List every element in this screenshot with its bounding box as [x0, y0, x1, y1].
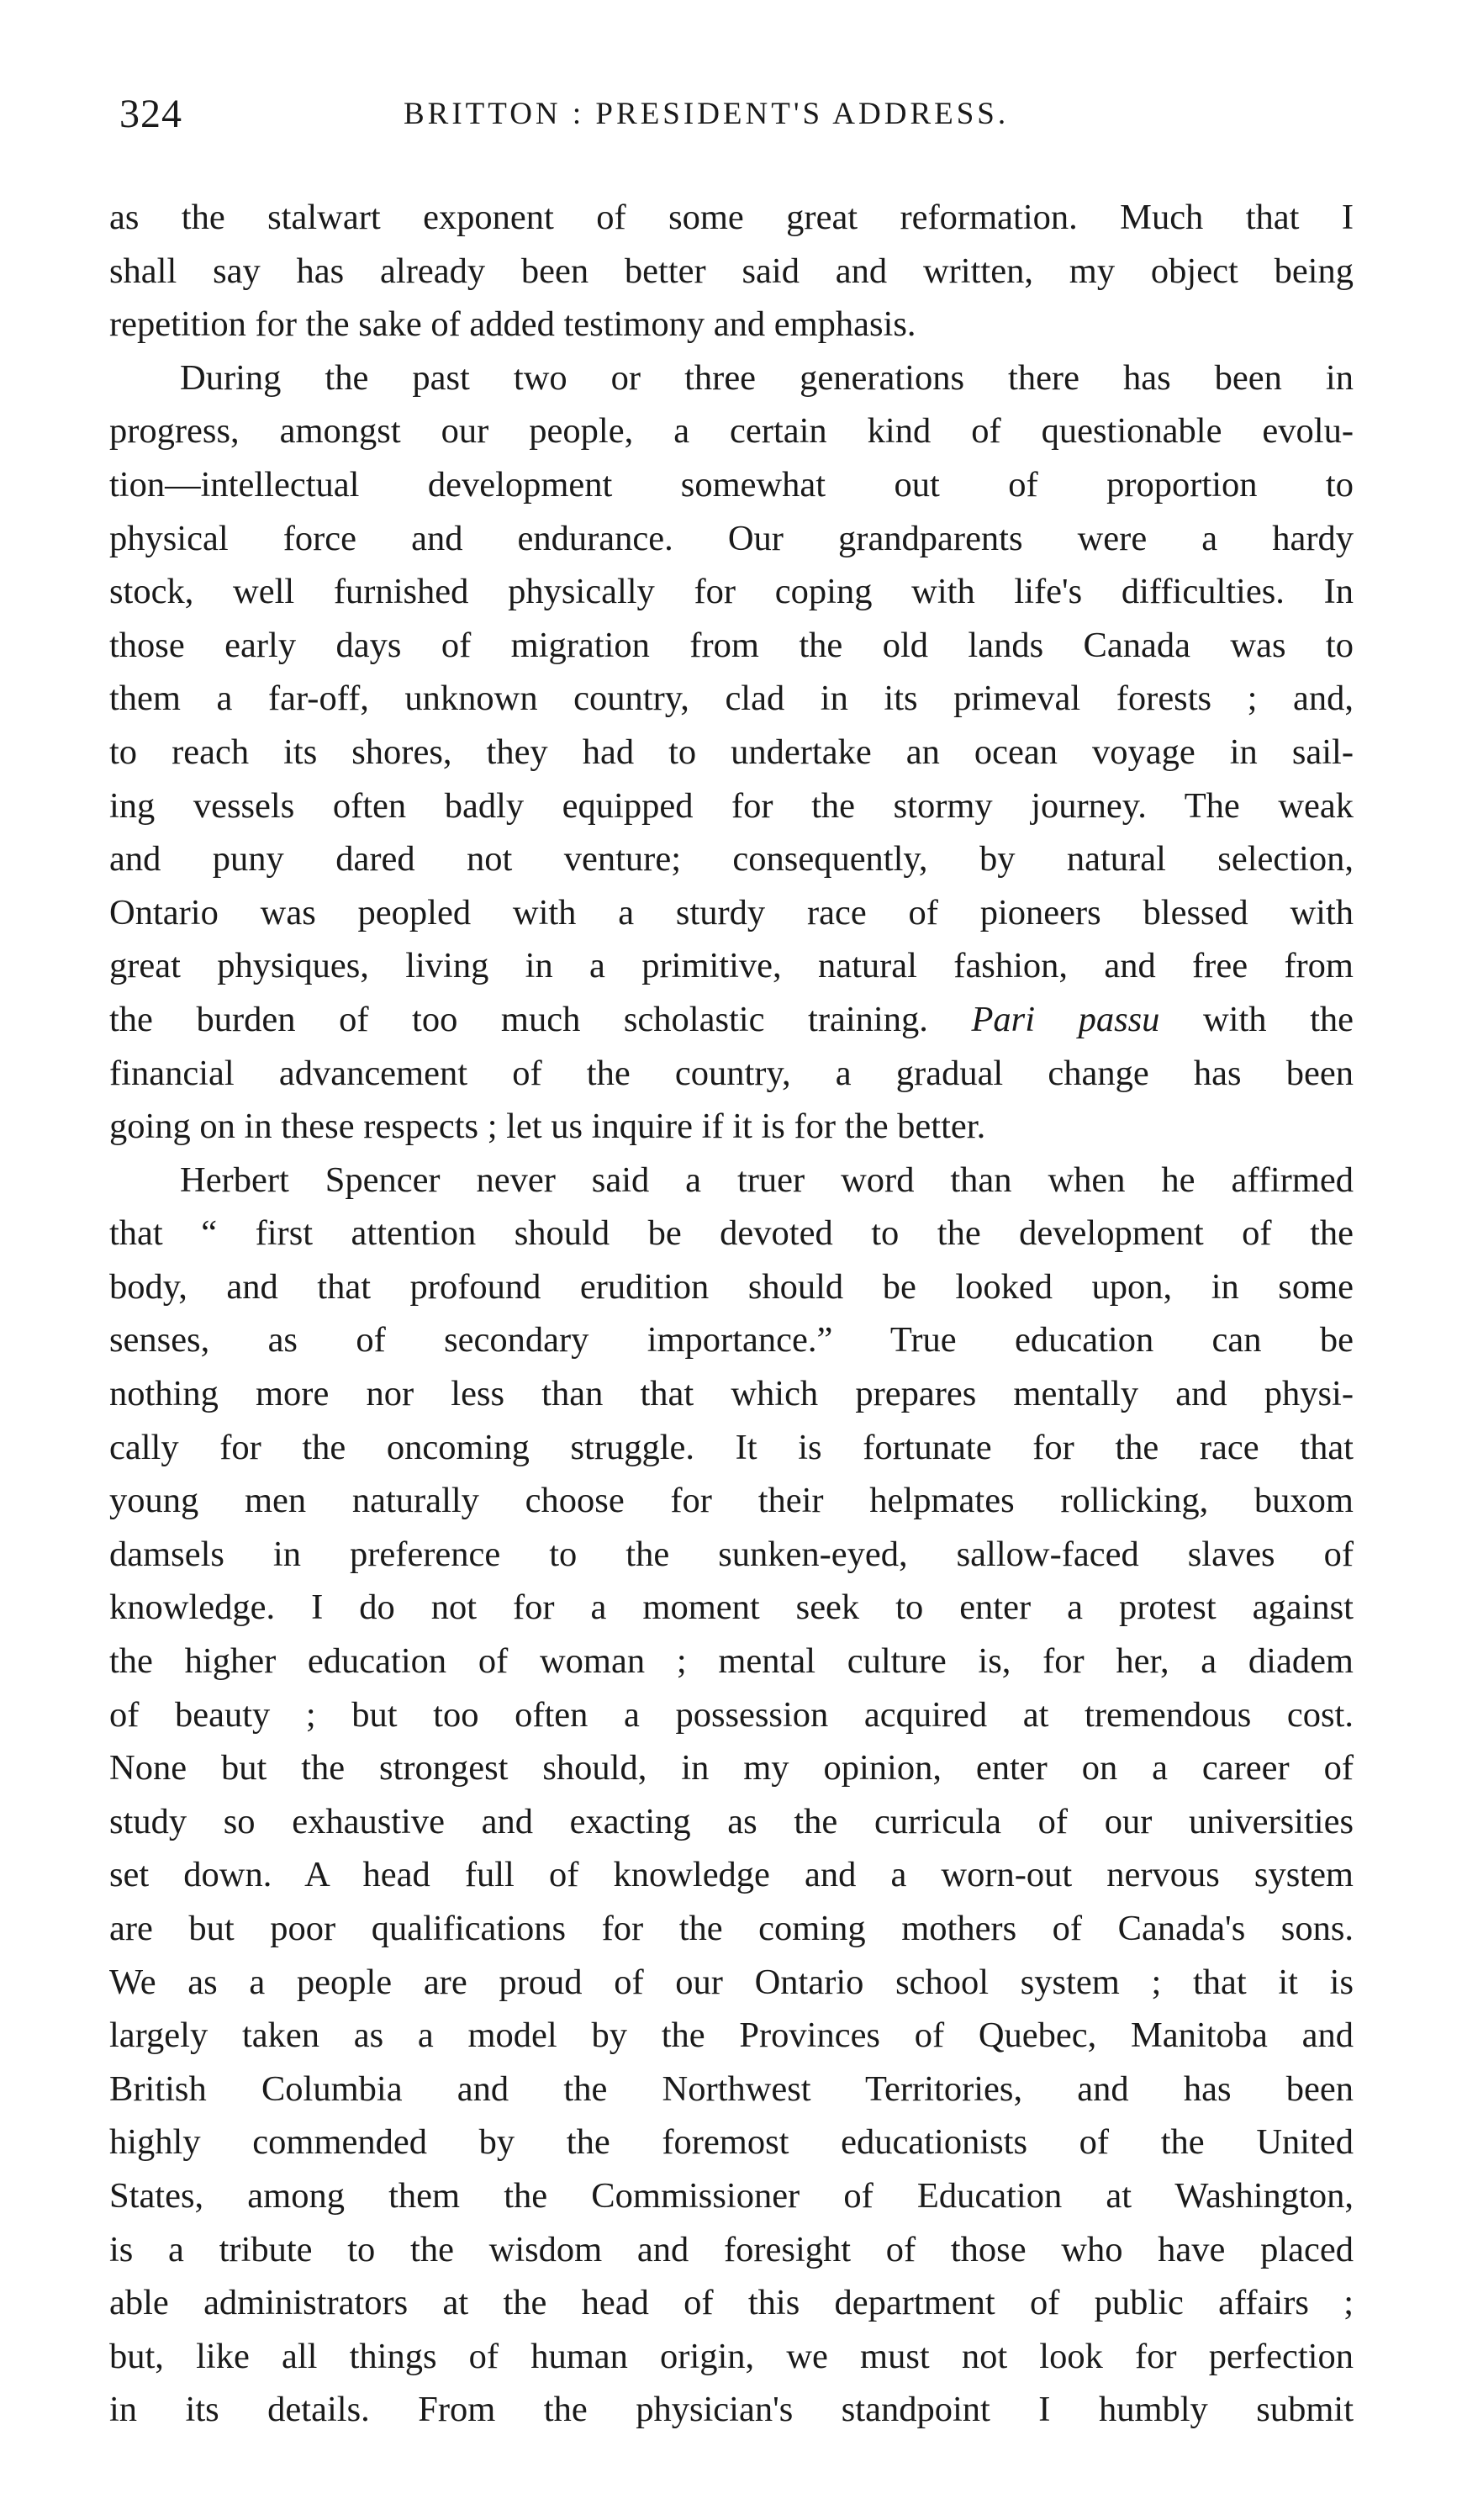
text-line: Herbert Spencer never said a truer word than when he affirmed: [180, 1160, 1354, 1200]
text-line: tion—intellectual development somewhat out of proportion to: [109, 464, 1354, 505]
page-number: 324: [119, 92, 182, 136]
text-line: and puny dared not venture; consequently, by natural selection,: [109, 839, 1354, 880]
text-line: study so exhaustive and exacting as the curricula of our universities: [109, 1801, 1354, 1841]
body-text: [109, 191, 1354, 2437]
text-line: are but poor qualifications for the coming mothers of Canada's sons.: [109, 1909, 1354, 1948]
text-line: largely taken as a model by the Provinces of Quebec, Manitoba and: [109, 2015, 1354, 2056]
text-line: great physiques, living in a primitive, natural fashion, and free from: [109, 946, 1354, 986]
text-line: body, and that profound erudition should be looked upon, in some: [109, 1266, 1354, 1307]
text-line: is a tribute to the wisdom and foresight of those who have placed: [109, 2229, 1354, 2269]
text-line: of beauty ; but too often a possession acquired at tremendous cost.: [109, 1694, 1354, 1735]
text-line: that “ first attention should be devoted to the development of the: [109, 1213, 1354, 1254]
text-line: cally for the oncoming struggle. It is fortunate for the race that: [109, 1427, 1354, 1467]
text-line: as the stalwart exponent of some great reformation. Much that I: [109, 198, 1354, 237]
text-line: those early days of migration from the old lands Canada was to: [109, 625, 1354, 665]
text-line: young men naturally choose for their helpmates rollicking, buxom: [109, 1481, 1354, 1521]
text-line: repetition for the sake of added testimony and emphasis.: [109, 304, 916, 345]
text-line: to reach its shores, they had to undertake an ocean voyage in sail-: [109, 732, 1354, 772]
text-line: shall say has already been better said and written, my object being: [109, 251, 1354, 291]
text-line: During the past two or three generations there has been in: [180, 357, 1354, 398]
text-line-with-italic: [109, 993, 1354, 1047]
running-head: [101, 91, 1362, 150]
paragraph-3: [109, 1154, 1354, 2437]
text-line: British Columbia and the Northwest Territories, and has been: [109, 2068, 1354, 2109]
text-line: None but the strongest should, in my opinion, enter on a career of: [109, 1748, 1354, 1788]
text-line: highly commended by the foremost educationists of the United: [109, 2122, 1354, 2163]
text-line: the higher education of woman ; mental culture is, for her, a diadem: [109, 1641, 1354, 1682]
text-line: Ontario was peopled with a sturdy race of pioneers blessed with: [109, 892, 1354, 932]
text-line: them a far-off, unknown country, clad in its primeval forests ; and,: [109, 679, 1354, 719]
text-line: going on in these respects ; let us inquire if it is for the better.: [109, 1107, 986, 1147]
text-line: financial advancement of the country, a gradual change has been: [109, 1053, 1354, 1093]
text-line: damsels in preference to the sunken-eyed, sallow-faced slaves of: [109, 1534, 1354, 1574]
running-head-title: BRITTON : PRESIDENT'S ADDRESS.: [404, 97, 1010, 131]
text-line: stock, well furnished physically for coping with life's difficulties. In: [109, 572, 1354, 612]
text-fragment: with the: [1202, 999, 1354, 1039]
text-line: ing vessels often badly equipped for the stormy journey. The weak: [109, 785, 1354, 826]
text-line: We as a people are proud of our Ontario school system ; that it is: [109, 1962, 1354, 2002]
text-line: progress, amongst our people, a certain kind of questionable evolu-: [109, 411, 1354, 452]
text-line: but, like all things of human origin, we must not look for perfection: [109, 2336, 1354, 2376]
paragraph-1: [109, 191, 1354, 351]
text-line: physical force and endurance. Our grandparents were a hardy: [109, 518, 1354, 558]
text-line: in its details. From the physician's standpoint I humbly submit: [109, 2390, 1354, 2430]
text-line: able administrators at the head of this department of public affairs ;: [109, 2283, 1354, 2323]
text-line: States, among them the Commissioner of Education at Washington,: [109, 2175, 1354, 2216]
text-line: set down. A head full of knowledge and a worn-out nervous system: [109, 1855, 1354, 1895]
text-line: knowledge. I do not for a moment seek to enter a protest against: [109, 1588, 1354, 1628]
italic-phrase: Pari passu: [971, 999, 1160, 1039]
text-line: senses, as of secondary importance.” True education can be: [109, 1320, 1354, 1360]
text-line: nothing more nor less than that which prepares mentally and physi-: [109, 1374, 1354, 1414]
text-fragment: the burden of too much scholastic training.: [109, 999, 928, 1039]
paragraph-2: [109, 351, 1354, 1154]
